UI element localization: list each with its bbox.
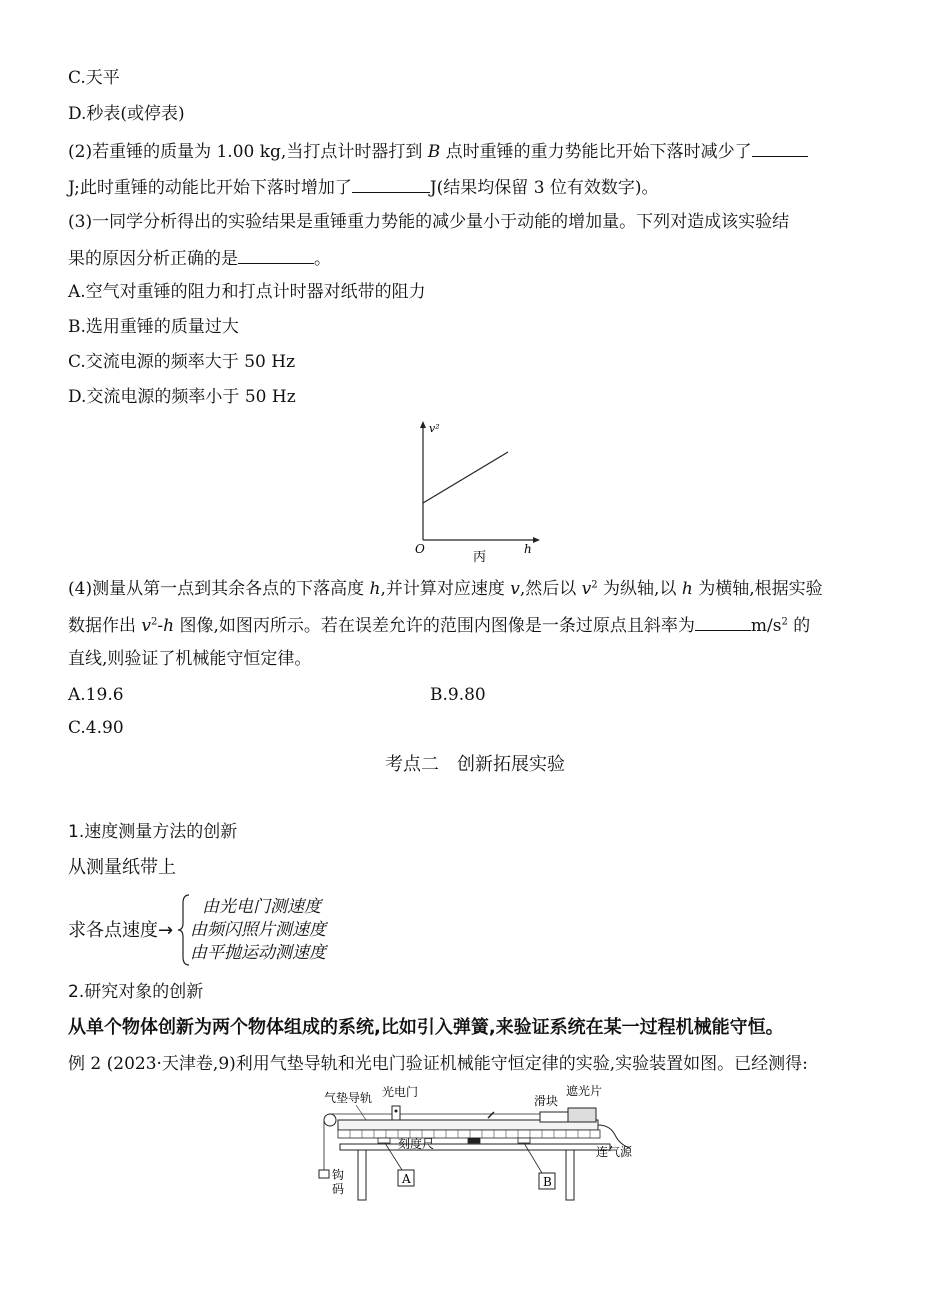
scale-label: 刻度尺 [398, 1137, 435, 1151]
var-h: h [369, 579, 381, 599]
q2-text: (2)若重锤的质量为 1.00 kg,当打点计时器打到 [68, 142, 428, 162]
unit: m/s [750, 616, 782, 636]
scale-ruler [338, 1130, 600, 1138]
superscript-2: 2 [781, 616, 788, 628]
method-item: 由光电门测速度 [202, 897, 321, 917]
q4-text: - [157, 616, 164, 636]
slider-label: 滑块 [534, 1094, 559, 1108]
section-title: 考点二 创新拓展实验 [385, 754, 565, 775]
q4-text: 的 [787, 616, 811, 636]
v2-h-graph [400, 418, 550, 566]
q2-point-b: B [427, 142, 441, 162]
weight-label: 钩 [332, 1168, 345, 1182]
q4-line-2 [68, 612, 810, 638]
q4-option-a: A.19.6 [68, 685, 124, 705]
q4-text: ,并计算对应速度 [380, 579, 511, 599]
shade-label: 遮光片 [566, 1084, 603, 1098]
example-2: 例 2 (2023·天津卷,9)利用气垫导轨和光电门验证机械能守恒定律的实验,实验装置如图。已经测得: [68, 1054, 808, 1074]
q3-line-2 [68, 245, 331, 271]
sec2-line: 从单个物体创新为两个物体组成的系统,比如引入弹簧,来验证系统在某一过程机械能守恒。 [68, 1017, 784, 1038]
q2-text: J;此时重锤的动能比开始下落时增加了 [68, 178, 352, 198]
q3-option-c: C.交流电源的频率大于 50 Hz [68, 352, 296, 372]
sec1-heading: 1.速度测量方法的创新 [68, 822, 238, 842]
photogate [392, 1106, 400, 1120]
weight-label: 码 [332, 1182, 345, 1196]
table-leg [358, 1150, 366, 1200]
var-h: h [681, 579, 693, 599]
label-a: A [402, 1172, 411, 1186]
table-leg [566, 1150, 574, 1200]
slider [540, 1112, 568, 1122]
x-axis-arrow [533, 537, 540, 543]
pulley [324, 1114, 336, 1126]
answer-blank[interactable] [352, 174, 430, 193]
label-b: B [543, 1175, 552, 1189]
superscript-2: 2 [591, 579, 598, 591]
q4-option-c: C.4.90 [68, 718, 124, 738]
var-v: v [141, 616, 152, 636]
answer-blank[interactable] [752, 138, 808, 157]
q3-option-a: A.空气对重锤的阻力和打点计时器对纸带的阻力 [68, 282, 426, 302]
q3-text: 果的原因分析正确的是 [68, 249, 238, 269]
table-top [340, 1144, 610, 1150]
sec1-lead: 求各点速度→ [68, 920, 174, 941]
q1-option-c: C.天平 [68, 68, 120, 88]
q4-text: 图像,如图丙所示。若在误差允许的范围内图像是一条过原点且斜率为 [174, 616, 695, 636]
method-list [190, 896, 326, 965]
q1-option-d: D.秒表(或停表) [68, 104, 185, 124]
var-h: h [163, 616, 175, 636]
method-item: 由频闪照片测速度 [190, 920, 326, 940]
superscript-2: 2 [151, 616, 158, 628]
graph-caption: 丙 [473, 550, 487, 565]
gate-label: 光电门 [382, 1085, 419, 1099]
var-v: v [510, 579, 520, 599]
x-axis-label: h [524, 542, 532, 556]
q2-text: J(结果均保留 3 位有效数字)。 [429, 178, 659, 198]
y-axis-label: v² [429, 422, 440, 435]
q4-text: 为横轴,根据实验 [692, 579, 823, 599]
rail-label: 气垫导轨 [324, 1091, 373, 1105]
q4-text: 数据作出 [68, 616, 142, 636]
var-v: v [581, 579, 592, 599]
origin-label: O [415, 542, 425, 556]
q2-line-2 [68, 174, 659, 200]
sec2-heading: 2.研究对象的创新 [68, 982, 204, 1002]
q4-option-b: B.9.80 [430, 685, 486, 705]
brace [177, 893, 191, 967]
air-track-apparatus [310, 1080, 650, 1205]
q3-line-1: (3)一同学分析得出的实验结果是重锤重力势能的减少量小于动能的增加量。下列对造成该实验结 [68, 212, 790, 232]
hook-weight [319, 1170, 329, 1178]
q2-line-1 [68, 138, 808, 164]
sec1-line: 从测量纸带上 [68, 857, 176, 878]
answer-blank[interactable] [695, 612, 751, 631]
y-axis-arrow [420, 421, 426, 428]
air-source-label: 连气源 [596, 1145, 633, 1159]
q4-text: (4)测量从第一点到其余各点的下落高度 [68, 579, 370, 599]
q4-text: ,然后以 [519, 579, 582, 599]
q4-line-3: 直线,则验证了机械能守恒定律。 [68, 649, 312, 669]
method-item: 由平抛运动测速度 [190, 943, 326, 963]
q4-text: 为纵轴,以 [597, 579, 682, 599]
q2-text: 点时重锤的重力势能比开始下落时减少了 [440, 142, 752, 162]
q3-option-d: D.交流电源的频率小于 50 Hz [68, 387, 296, 407]
shade-plate [568, 1108, 596, 1122]
q3-option-b: B.选用重锤的质量过大 [68, 317, 239, 337]
q3-text: 。 [314, 249, 331, 269]
q4-line-1 [68, 577, 823, 601]
data-line [423, 452, 508, 503]
answer-blank[interactable] [238, 245, 314, 264]
scale-ticks [350, 1130, 590, 1138]
